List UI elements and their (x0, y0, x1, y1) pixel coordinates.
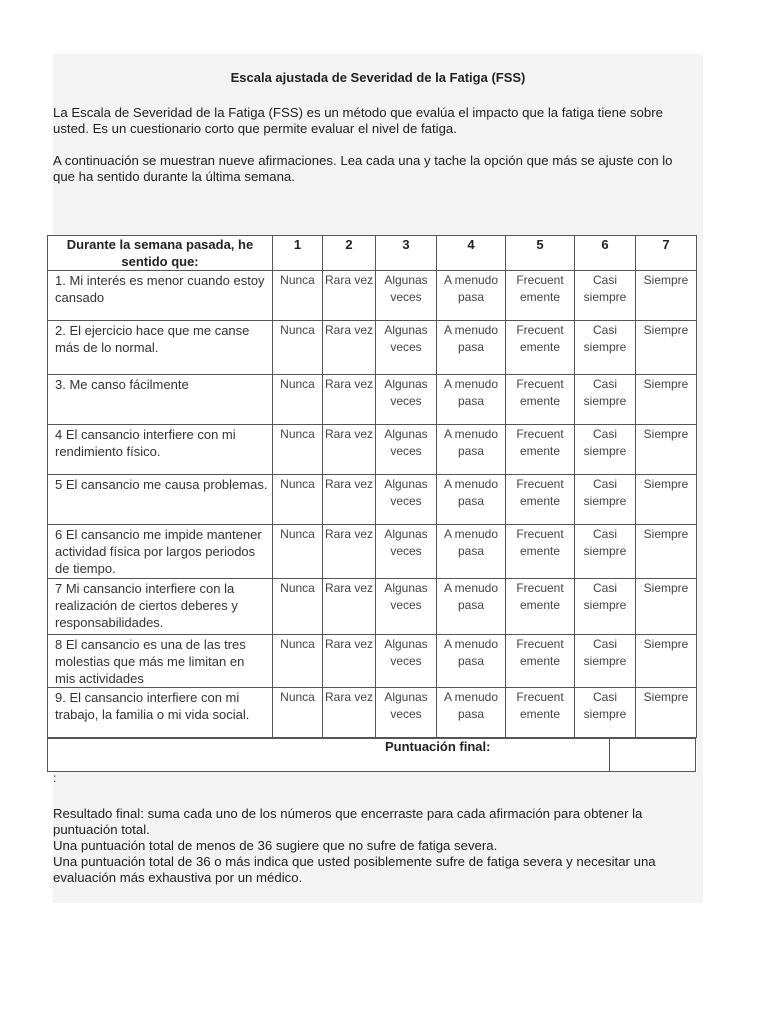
option-cell-7[interactable]: Siempre (636, 525, 697, 579)
option-cell-2[interactable]: Rara vez (323, 271, 376, 321)
option-cell-1[interactable]: Nunca (273, 321, 323, 375)
final-score-cell[interactable] (609, 738, 610, 772)
option-cell-6[interactable]: Casi siempre (575, 635, 636, 688)
option-cell-5[interactable]: Frecuent emente (506, 271, 575, 321)
option-cell-7[interactable]: Siempre (636, 635, 697, 688)
option-cell-5[interactable]: Frecuent emente (506, 525, 575, 579)
option-cell-4[interactable]: A menudo pasa (437, 688, 506, 738)
option-cell-1[interactable]: Nunca (273, 475, 323, 525)
option-cell-6[interactable]: Casi siempre (575, 475, 636, 525)
table-row (48, 688, 697, 738)
header-col-6: 6 (575, 236, 636, 271)
option-cell-4[interactable]: A menudo pasa (437, 271, 506, 321)
option-cell-3[interactable]: Algunas veces (376, 525, 437, 579)
option-cell-5[interactable]: Frecuent emente (506, 375, 575, 425)
header-statement: Durante la semana pasada, he sentido que: (48, 236, 273, 271)
option-cell-5[interactable]: Frecuent emente (506, 475, 575, 525)
option-cell-5[interactable]: Frecuent emente (506, 321, 575, 375)
option-cell-7[interactable]: Siempre (636, 688, 697, 738)
option-cell-3[interactable]: Algunas veces (376, 271, 437, 321)
header-col-3: 3 (376, 236, 437, 271)
header-col-1: 1 (273, 236, 323, 271)
statement-cell: 6 El cansancio me impide mantener actividad física por largos periodos de tiempo. (48, 525, 273, 579)
option-cell-3[interactable]: Algunas veces (376, 375, 437, 425)
option-cell-1[interactable]: Nunca (273, 375, 323, 425)
document-title: Escala ajustada de Severidad de la Fatiga (FSS) (230, 70, 526, 85)
option-cell-3[interactable]: Algunas veces (376, 321, 437, 375)
table-row (48, 525, 697, 579)
result-line-2: Una puntuación total de menos de 36 sugiere que no sufre de fatiga severa. (53, 838, 498, 853)
table-row (48, 425, 697, 475)
fss-table-container (47, 235, 697, 772)
option-cell-7[interactable]: Siempre (636, 425, 697, 475)
option-cell-2[interactable]: Rara vez (323, 475, 376, 525)
option-cell-6[interactable]: Casi siempre (575, 688, 636, 738)
final-score-label: Puntuación final: (385, 739, 491, 754)
option-cell-4[interactable]: A menudo pasa (437, 635, 506, 688)
option-cell-6[interactable]: Casi siempre (575, 271, 636, 321)
statement-cell: 5 El cansancio me causa problemas. (48, 475, 273, 525)
option-cell-7[interactable]: Siempre (636, 579, 697, 635)
option-cell-6[interactable]: Casi siempre (575, 375, 636, 425)
option-cell-6[interactable]: Casi siempre (575, 525, 636, 579)
header-col-4: 4 (437, 236, 506, 271)
option-cell-2[interactable]: Rara vez (323, 375, 376, 425)
statement-cell: 4 El cansancio interfiere con mi rendimiento físico. (48, 425, 273, 475)
colon-mark: : (53, 771, 57, 785)
statement-cell: 3. Me canso fácilmente (48, 375, 273, 425)
statement-cell: 9. El cansancio interfiere con mi trabajo, la familia o mi vida social. (48, 688, 273, 738)
table-header-row (48, 236, 697, 271)
statement-cell: 1. Mi interés es menor cuando estoy cansado (48, 271, 273, 321)
header-col-7: 7 (636, 236, 697, 271)
option-cell-3[interactable]: Algunas veces (376, 579, 437, 635)
header-col-5: 5 (506, 236, 575, 271)
option-cell-2[interactable]: Rara vez (323, 525, 376, 579)
result-text (53, 806, 703, 886)
option-cell-6[interactable]: Casi siempre (575, 425, 636, 475)
option-cell-5[interactable]: Frecuent emente (506, 425, 575, 475)
table-row (48, 579, 697, 635)
result-line-3: Una puntuación total de 36 o más indica que usted posiblemente sufre de fatiga severa y necesitar una evaluación más exhaustiva por un médico. (53, 854, 656, 885)
option-cell-1[interactable]: Nunca (273, 579, 323, 635)
option-cell-6[interactable]: Casi siempre (575, 321, 636, 375)
table-row (48, 321, 697, 375)
table-row (48, 635, 697, 688)
option-cell-3[interactable]: Algunas veces (376, 475, 437, 525)
option-cell-2[interactable]: Rara vez (323, 425, 376, 475)
option-cell-1[interactable]: Nunca (273, 525, 323, 579)
result-line-1: Resultado final: suma cada uno de los números que encerraste para cada afirmación para obtener la puntuación total. (53, 806, 643, 837)
table-row (48, 271, 697, 321)
statement-cell: 7 Mi cansancio interfiere con la realización de ciertos deberes y responsabilidades. (48, 579, 273, 635)
option-cell-1[interactable]: Nunca (273, 271, 323, 321)
option-cell-2[interactable]: Rara vez (323, 321, 376, 375)
fss-table (47, 235, 697, 738)
option-cell-4[interactable]: A menudo pasa (437, 375, 506, 425)
option-cell-4[interactable]: A menudo pasa (437, 525, 506, 579)
option-cell-4[interactable]: A menudo pasa (437, 579, 506, 635)
statement-cell: 2. El ejercicio hace que me canse más de lo normal. (48, 321, 273, 375)
option-cell-4[interactable]: A menudo pasa (437, 425, 506, 475)
intro-paragraph-2: A continuación se muestran nueve afirmaciones. Lea cada una y tache la opción que más se ajuste con lo que ha sentido durante la última semana. (53, 153, 673, 184)
option-cell-7[interactable]: Siempre (636, 475, 697, 525)
option-cell-2[interactable]: Rara vez (323, 688, 376, 738)
header-col-2: 2 (323, 236, 376, 271)
option-cell-3[interactable]: Algunas veces (376, 635, 437, 688)
option-cell-7[interactable]: Siempre (636, 321, 697, 375)
option-cell-3[interactable]: Algunas veces (376, 425, 437, 475)
option-cell-6[interactable]: Casi siempre (575, 579, 636, 635)
option-cell-2[interactable]: Rara vez (323, 579, 376, 635)
option-cell-4[interactable]: A menudo pasa (437, 475, 506, 525)
option-cell-7[interactable]: Siempre (636, 271, 697, 321)
option-cell-1[interactable]: Nunca (273, 425, 323, 475)
document-page (53, 54, 703, 903)
option-cell-4[interactable]: A menudo pasa (437, 321, 506, 375)
option-cell-2[interactable]: Rara vez (323, 635, 376, 688)
option-cell-5[interactable]: Frecuent emente (506, 688, 575, 738)
option-cell-1[interactable]: Nunca (273, 635, 323, 688)
option-cell-7[interactable]: Siempre (636, 375, 697, 425)
option-cell-3[interactable]: Algunas veces (376, 688, 437, 738)
option-cell-5[interactable]: Frecuent emente (506, 579, 575, 635)
option-cell-1[interactable]: Nunca (273, 688, 323, 738)
option-cell-5[interactable]: Frecuent emente (506, 635, 575, 688)
table-row (48, 475, 697, 525)
table-row (48, 375, 697, 425)
final-score-row (47, 738, 696, 772)
statement-cell: 8 El cansancio es una de las tres molestias que más me limitan en mis actividades (48, 635, 273, 688)
intro-paragraph-1: La Escala de Severidad de la Fatiga (FSS) es un método que evalúa el impacto que la fatiga tiene sobre usted. Es un cuestionario corto que permite evaluar el nivel de fatiga. (53, 105, 663, 136)
